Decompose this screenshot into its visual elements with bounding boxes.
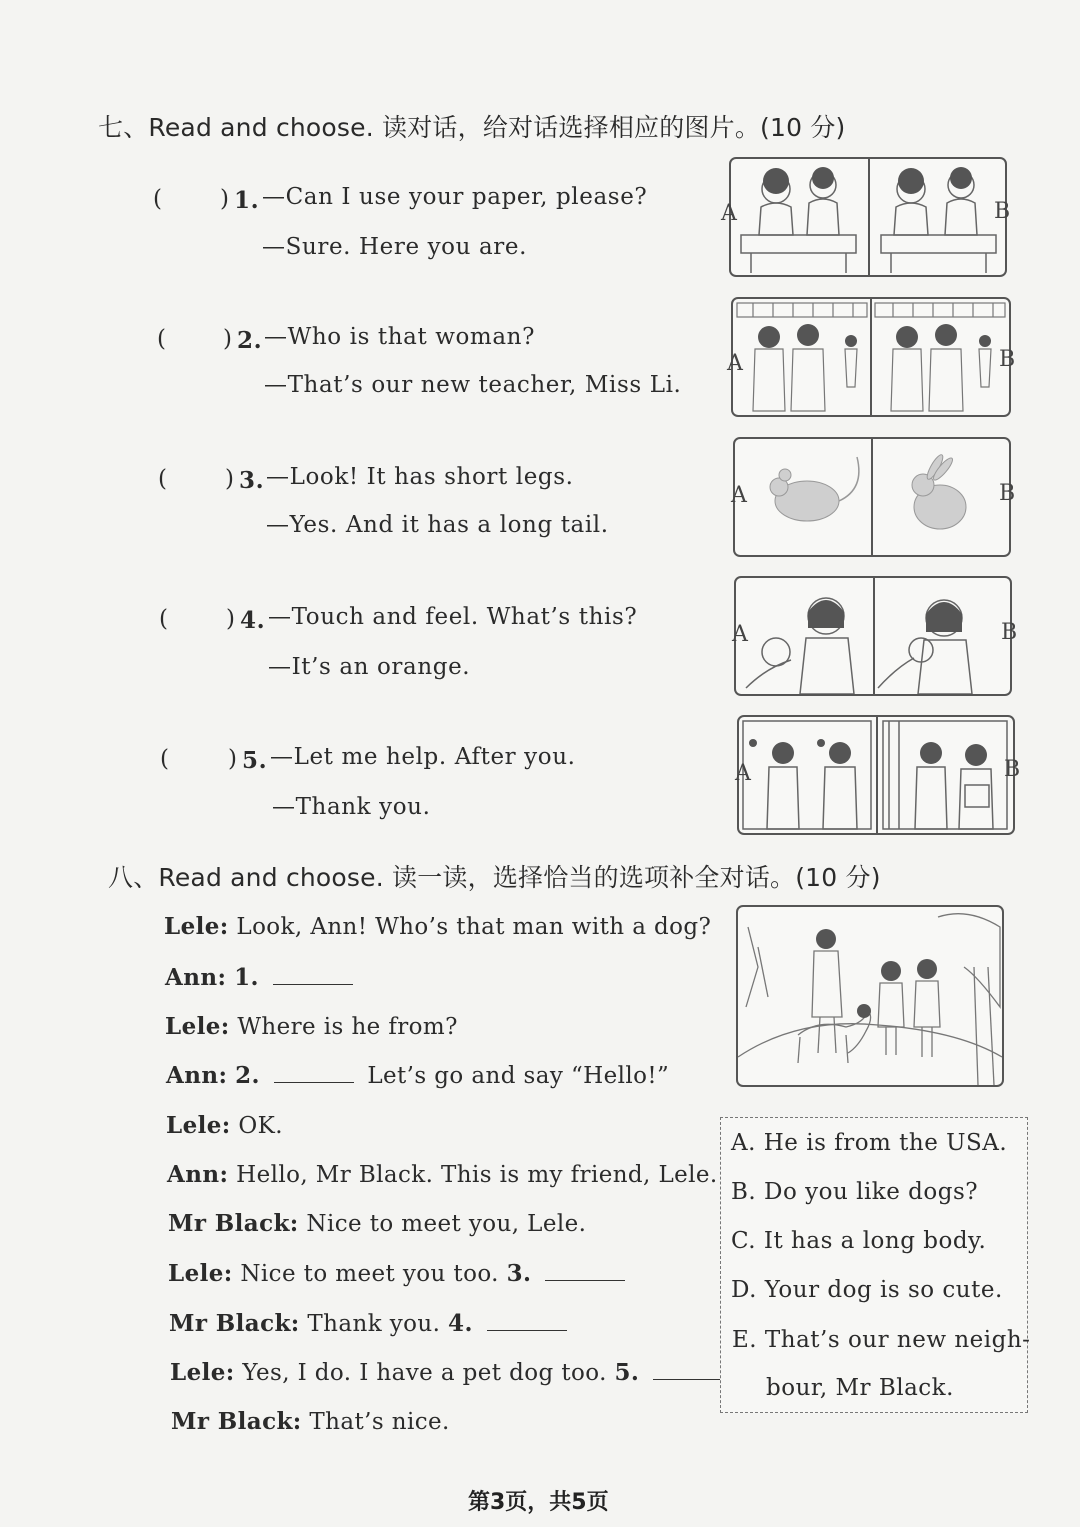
answer-paren-open[interactable]: ( (153, 186, 162, 212)
blank-number: 4. (448, 1310, 473, 1337)
dialogue-line-10 (170, 1359, 733, 1386)
dialogue-line-3 (165, 1013, 458, 1040)
dialogue-line-6 (167, 1161, 718, 1188)
question-number: 3. (239, 467, 265, 494)
question-number: 2. (237, 327, 263, 354)
question-3-picture (731, 437, 1016, 557)
blank-number: 5. (614, 1359, 640, 1386)
label-b: B (999, 481, 1016, 506)
label-a: A (732, 622, 748, 647)
option-e-continued: bour, Mr Black. (766, 1375, 954, 1401)
question-2-picture (727, 297, 1016, 417)
answer-paren-open[interactable]: ( (158, 466, 167, 492)
dialogue-line-5 (166, 1112, 283, 1139)
label-b: B (1004, 757, 1021, 782)
section-7-title: 七、Read and choose. 读对话，给对话选择相应的图片。(10 分) (98, 113, 846, 142)
answer-paren-close: ) (220, 186, 229, 212)
answer-paren-close: ) (226, 606, 235, 632)
dialogue-text: Where is he from? (237, 1014, 458, 1040)
option-c: C. It has a long body. (731, 1228, 987, 1254)
option-a: A. He is from the USA. (731, 1130, 1008, 1156)
speaker: Lele: (164, 913, 229, 940)
page-footer: 第3页，共5页 (468, 1490, 609, 1515)
speaker: Mr Black: (169, 1310, 300, 1337)
dialogue-text: Hello, Mr Black. This is my friend, Lele. (236, 1162, 718, 1188)
question-5-picture (735, 715, 1021, 835)
section-8-title: 八、Read and choose. 读一读，选择恰当的选项补全对话。(10 分) (108, 863, 881, 892)
dialogue-text: Nice to meet you, Lele. (306, 1211, 587, 1237)
speaker: Lele: (170, 1359, 235, 1386)
answer-paren-close: ) (223, 326, 232, 352)
question-line-2: —Yes. And it has a long tail. (266, 512, 609, 538)
speaker: Ann: (166, 1062, 228, 1089)
answer-paren-open[interactable]: ( (159, 606, 168, 632)
question-number: 5. (242, 747, 268, 774)
label-b: B (994, 199, 1011, 224)
dialogue-line-7 (168, 1210, 586, 1237)
label-a: A (727, 351, 743, 376)
question-line-2: —It’s an orange. (268, 654, 471, 680)
speaker: Lele: (166, 1112, 231, 1139)
answer-blank-4[interactable] (487, 1312, 567, 1331)
dialogue-text: That’s nice. (309, 1409, 450, 1435)
dialogue-line-8 (168, 1260, 625, 1287)
dialogue-line-2 (165, 964, 353, 991)
option-d: D. Your dog is so cute. (731, 1277, 1003, 1303)
dialogue-text: Yes, I do. I have a pet dog too. (242, 1360, 607, 1386)
question-line-1: —Look! It has short legs. (266, 464, 574, 490)
children-desks-icon (731, 159, 1005, 275)
dialogue-text: Look, Ann! Who’s that man with a dog? (236, 914, 712, 940)
answer-blank-2[interactable] (274, 1064, 354, 1083)
question-line-2: —That’s our new teacher, Miss Li. (264, 372, 682, 398)
question-line-1: —Let me help. After you. (270, 744, 576, 770)
blank-number: 1. (234, 964, 259, 991)
blank-number: 2. (235, 1062, 260, 1089)
dialogue-text: Let’s go and say “Hello!” (367, 1063, 670, 1089)
dialogue-line-9 (169, 1310, 567, 1337)
speaker: Lele: (168, 1260, 233, 1287)
speaker: Mr Black: (171, 1408, 302, 1435)
label-b: B (1001, 620, 1018, 645)
answer-blank-3[interactable] (545, 1262, 625, 1281)
dialogue-text: OK. (238, 1113, 283, 1139)
question-line-1: —Can I use your paper, please? (262, 184, 648, 210)
speaker: Mr Black: (168, 1210, 299, 1237)
label-b: B (999, 347, 1016, 372)
answer-paren-open[interactable]: ( (160, 746, 169, 772)
mouse-rabbit-icon (735, 439, 1009, 555)
dialogue-text: Thank you. (307, 1311, 441, 1337)
speaker: Ann: (165, 964, 227, 991)
question-number: 4. (240, 607, 266, 634)
answer-paren-close: ) (228, 746, 237, 772)
label-a: A (721, 201, 737, 226)
dialogue-line-11 (171, 1408, 450, 1435)
dialogue-line-4 (166, 1062, 669, 1089)
children-door-icon (739, 717, 1013, 833)
label-a: A (731, 483, 747, 508)
dialogue-line-1 (164, 913, 711, 940)
children-pointing-icon (733, 299, 1009, 415)
park-scene-picture (736, 905, 1004, 1087)
answer-paren-open[interactable]: ( (157, 326, 166, 352)
dialogue-text: Nice to meet you too. (240, 1261, 499, 1287)
speaker: Lele: (165, 1013, 230, 1040)
options-box (720, 1117, 1031, 1413)
girl-touching-icon (736, 578, 1010, 694)
question-line-1: —Who is that woman? (264, 324, 536, 350)
blank-number: 3. (506, 1260, 532, 1287)
question-line-1: —Touch and feel. What’s this? (268, 604, 638, 630)
option-b: B. Do you like dogs? (731, 1179, 979, 1205)
answer-blank-1[interactable] (273, 966, 353, 985)
question-1-picture (721, 157, 1011, 277)
question-number: 1. (234, 187, 260, 214)
question-line-2: —Sure. Here you are. (262, 234, 527, 260)
question-4-picture (732, 576, 1018, 696)
speaker: Ann: (167, 1161, 229, 1188)
answer-paren-close: ) (225, 466, 234, 492)
man-with-dog-icon (738, 907, 1002, 1085)
label-a: A (735, 761, 751, 786)
option-e: E. That’s our new neigh- (732, 1327, 1031, 1353)
question-line-2: —Thank you. (272, 794, 431, 820)
